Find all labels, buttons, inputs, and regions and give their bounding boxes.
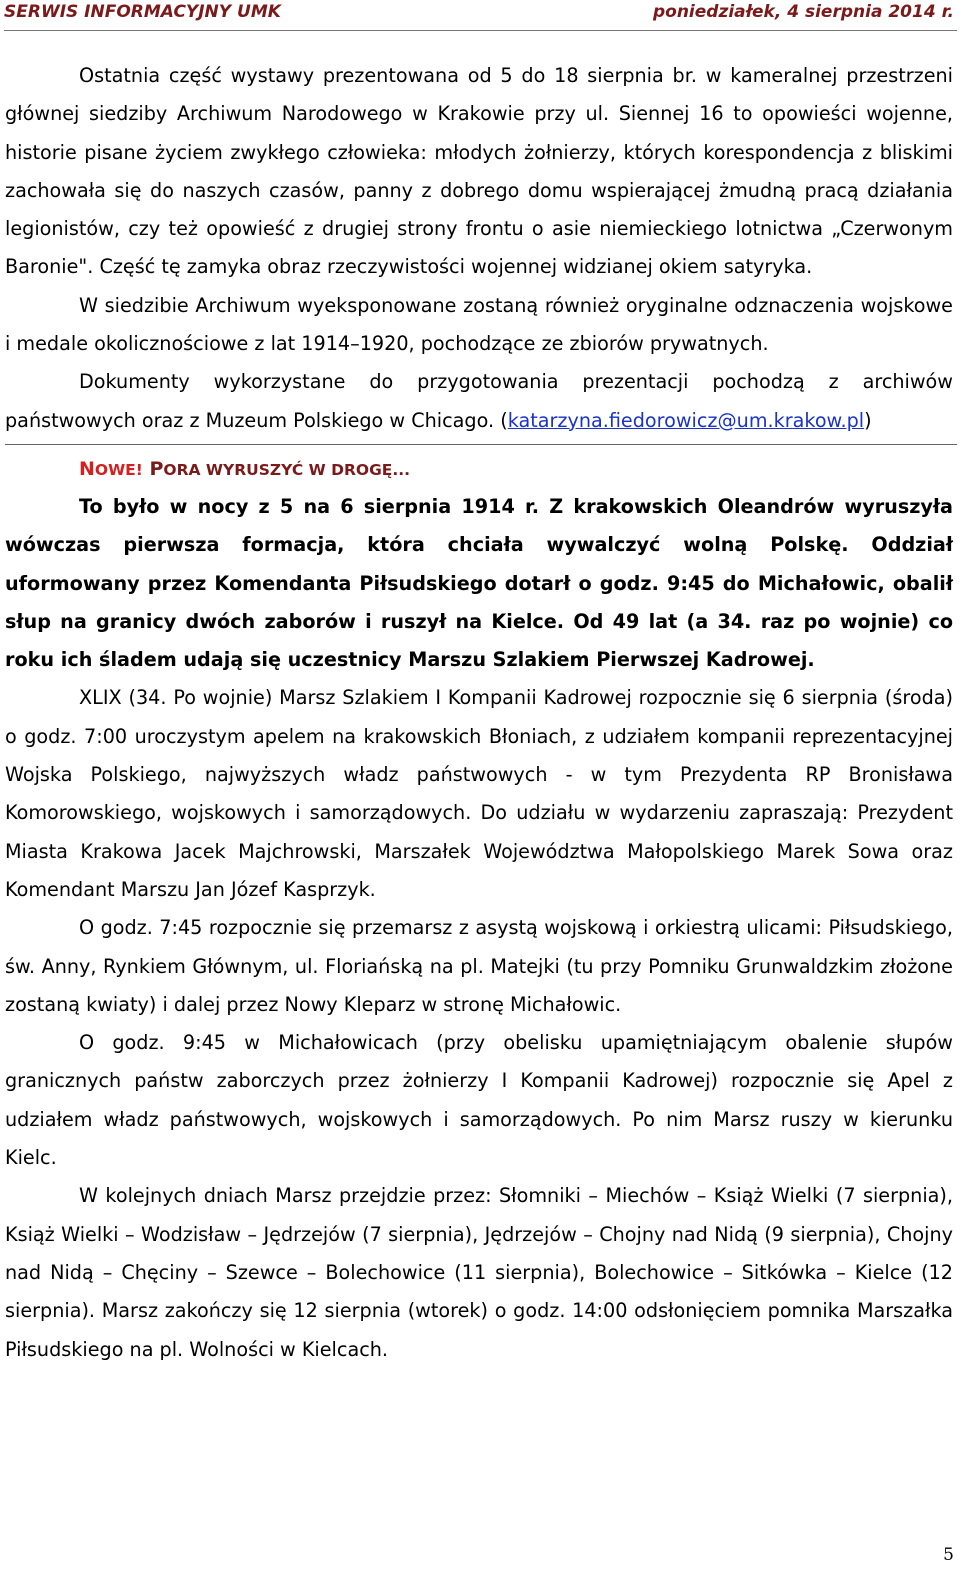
- page-header: [4, 0, 957, 31]
- contact-email-link[interactable]: katarzyna.fiedorowicz@um.krakow.pl: [507, 408, 865, 432]
- paragraph: Ostatnia część wystawy prezentowana od 5 do 18 sierpnia br. w kameralnej przestrzeni głównej siedziby Archiwum Narodowego w Krakowie przy ul. Siennej 16 to opowieści wojenne, historie pisane życiem zwykłego człowieka: młodych żołnierzy, których korespondencja z bliskimi zachowała się do naszych czasów, panny z dobrego domu wspierającej żmudną pracą działania legionistów, czy też opowieść z drugiej strony frontu o asie niemieckiego lotnictwa „Czerwonym Baronie". Część tę zamyka obraz rzeczywistości wojennej widzianej okiem satyryka.: [5, 64, 953, 279]
- article-exhibition: [5, 57, 953, 440]
- lead-paragraph: To było w nocy z 5 na 6 sierpnia 1914 r. Z krakowskich Oleandrów wyruszyła wówczas pierwsza formacja, która chciała wywalczyć wolną Polskę. Oddział uformowany przez Komendanta Piłsudskiego dotarł o godz. 9:45 do Michałowic, obalił słup na granicy dwóch zaborów i ruszył na Kielce. Od 49 lat (a 34. raz po wojnie) co roku ich śladem udają się uczestnicy Marszu Szlakiem Pierwszej Kadrowej.: [5, 494, 953, 672]
- article-march: [5, 451, 953, 1369]
- paragraph: [5, 363, 953, 440]
- page-number: 5: [943, 1545, 954, 1565]
- new-badge: NOWE!: [79, 457, 143, 480]
- paragraph: O godz. 7:45 rozpocznie się przemarsz z asystą wojskową i orkiestrą ulicami: Piłsudskiego, św. Anny, Rynkiem Głównym, ul. Floriańską na pl. Matejki (tu przy Pomniku Grunwaldzkim złożone zostaną kwiaty) i dalej przez Nowy Kleparz w stronę Michałowic.: [5, 916, 953, 1016]
- contact-close: ): [864, 408, 872, 432]
- document-body: [5, 57, 953, 1369]
- paragraph-text: Dokumenty wykorzystane do przygotowania prezentacji pochodzą z archiwów państwowych oraz z Muzeum Polskiego w Chicago.: [5, 370, 953, 432]
- header-publication-title: SERWIS INFORMACYJNY UMK: [4, 2, 281, 22]
- paragraph: XLIX (34. Po wojnie) Marsz Szlakiem I Kompanii Kadrowej rozpocznie się 6 sierpnia (środa) o godz. 7:00 uroczystym apelem na krakowskich Błoniach, z udziałem kompanii reprezentacyjnej Wojska Polskiego, najwyższych władz państwowych - w tym Prezydenta RP Bronisława Komorowskiego, wojskowych i samorządowych. Do udziału w wydarzeniu zapraszają: Prezydent Miasta Krakowa Jacek Majchrowski, Marszałek Województwa Małopolskiego Marek Sowa oraz Komendant Marszu Jan Józef Kasprzyk.: [5, 686, 953, 901]
- paragraph: O godz. 9:45 w Michałowicach (przy obelisku upamiętniającym obalenie słupów granicznych państw zaborczych przez żołnierzy I Kompanii Kadrowej) rozpocznie się Apel z udziałem władz państwowych, wojskowych i samorządowych. Po nim Marsz ruszy w kierunku Kielc.: [5, 1031, 953, 1170]
- section-title: [5, 451, 953, 488]
- section-title-text: PORA WYRUSZYĆ W DROGĘ...: [149, 457, 411, 480]
- paragraph: W kolejnych dniach Marsz przejdzie przez: Słomniki – Miechów – Książ Wielki (7 sierpnia), Książ Wielki – Wodzisław – Jędrzejów (7 sierpnia), Jędrzejów – Chojny nad Nidą (9 sierpnia), Chojny nad Nidą – Chęciny – Szewce – Bolechowice (11 sierpnia), Bolechowice – Sitkówka – Kielce (12 sierpnia). Marsz zakończy się 12 sierpnia (wtorek) o godz. 14:00 odsłonięciem pomnika Marszałka Piłsudskiego na pl. Wolności w Kielcach.: [5, 1184, 953, 1361]
- contact-open: (: [500, 408, 508, 432]
- section-divider: [5, 444, 957, 445]
- header-date: poniedziałek, 4 sierpnia 2014 r.: [652, 2, 954, 22]
- paragraph: W siedzibie Archiwum wyeksponowane zostaną również oryginalne odznaczenia wojskowe i medale okolicznościowe z lat 1914–1920, pochodzące ze zbiorów prywatnych.: [5, 293, 953, 356]
